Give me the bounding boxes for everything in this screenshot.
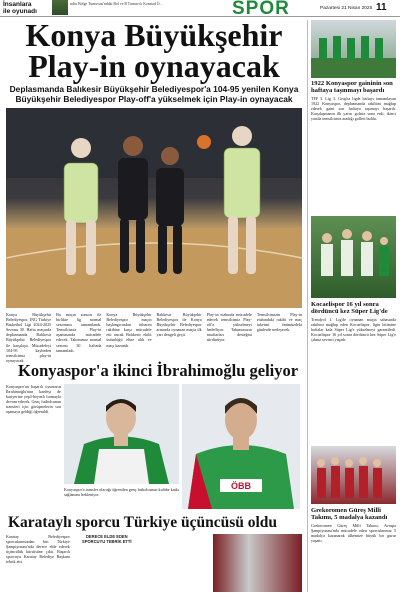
story3-subheading: DERECE ELDE EDEN SPORCUYU TEBRİK ETTİ — [81, 534, 132, 545]
right-story2-title: Kocaelispor 16 yıl sonra dördüncü kez Süper Lig'de — [311, 301, 388, 316]
right-story3-body: Grekoromen Güreş Milli Takımı, Avrupa Şampiyonası'nda mücadele eden sporcularımız 5 madalya kazanarak ülkemize büyük bir gurur yaşattı. — [311, 523, 396, 544]
story3-col-3 — [144, 534, 208, 592]
wrestling-team-photo — [311, 446, 396, 504]
team-photo-1 — [311, 20, 396, 78]
right-photo-3 — [311, 446, 396, 504]
story2-headline: Konyaspor'a ikinci İbrahimoğlu geliyor — [18, 361, 299, 380]
lead-body — [6, 312, 303, 363]
logo: SPOR — [232, 0, 290, 19]
basketball-scene — [6, 108, 302, 308]
lead-col-3: Konya Büyükşehir Belediyespor maçın başlangıcından itibaren rakibine karşı mücadele etti ancak Balıkesir ekibi üstünlüğü eline aldı ve maçı kazandı. — [106, 312, 152, 348]
story2-photo-left — [64, 384, 179, 484]
lead-photo — [6, 108, 302, 308]
page-number: 11 — [376, 2, 387, 13]
top-blurb: ndiri Bölge Turnuvası'ndaki Bol ve B Turnuva'ı Konstad Ö... — [70, 2, 163, 6]
lead-col-4: Balıkesir Büyükşehir Belediyespor ile Konya Büyükşehir Belediyespor arasında oynanan maçta ilk yarı dengeli geçti. — [156, 312, 202, 338]
right-photo-1 — [311, 20, 396, 78]
right-story2-body: Trendyol 1. Lig'de oynanan maçta sahasında rakibini mağlup eden Kocaelispor, ligin bitimine haftalar kala Süper Lig'e yükselmeyi garantiledi. Kocaelispor 16 yıl sonra dördüncü kez Süper Lig'e çıkma sevinci yaşadı. — [311, 317, 396, 343]
story3-body — [6, 534, 302, 592]
player-portrait-left — [64, 384, 179, 484]
story3-col-1: Karatay Belediyespor sporcularımızdan biri Türkiye Şampiyonası'nda derece elde ederek üçüncülük kürsüsüne çıktı. Başarılı sporcuyu Karatay Belediye Başkanı tebrik etti. — [6, 534, 70, 565]
headline-line2: Play-in oynayacak — [28, 48, 280, 84]
lead-col-1: Konya Büyükşehir Belediyespor, ING Türkiye Basketbol Ligi 2024-2025 Sezonu 30. Hafta maçında deplasmanda Balıkesir Büyükşehir Belediyespor ile karşılaştı. Mücadeleyi 104-95 kaybeden temsilcimiz play-in oynayacak. — [6, 312, 52, 363]
top-thumb — [52, 0, 68, 15]
svg-text:ÖBB: ÖBB — [231, 481, 251, 491]
right-column — [307, 20, 395, 592]
lead-col-5: Play-in etabında mücadele edecek temsilcimiz Play-off'a yükselmeyi hedefliyor. Takımımızın taraftarları desteğini sürdürüyor. — [206, 312, 252, 343]
story2-caption: Konyaspor'a transfer olacağı öğrenilen genç futbolcunun kulübe katkı sağlaması bekleniyor. — [64, 487, 179, 498]
lead-headline — [6, 17, 302, 84]
story3-photo — [213, 534, 302, 592]
right-photo-2 — [311, 216, 396, 298]
right-story3-title: Grekoromen Güreş Milli Takımı, 5 madalya kazandı — [311, 507, 388, 522]
date: Pazartesi 21 Nisan 2025 — [320, 6, 373, 11]
left-tag: İnsanlara ile oyunadı — [3, 1, 37, 15]
story3-col-2 — [75, 534, 139, 592]
lead-subhead: Deplasmanda Balıkesir Büyükşehir Belediyespor'a 104-95 yenilen Konya Büyükşehir Belediyespor Play-off'a yükselmek için Play-in oynayacak — [9, 84, 299, 104]
headline-line1: Konya Büyükşehir — [25, 17, 283, 53]
right-story1-title: 1922 Konyaspor gaininin son haftaya taşınmayı başardı — [311, 80, 393, 95]
lead-col-2: Bu maçın sonucu ile birlikte lig normal sezonunu tamamlandı. Temsilcimiz Play-in aşamasında mücadele edecek. Takımımız normal sezonu 30 haftada tamamladı. — [56, 312, 102, 353]
masthead — [0, 0, 400, 17]
celebration-photo — [311, 216, 396, 298]
story2-body: Konyaspor'un başarılı oyuncusu İbrahimoğlu'nun kardeşi de kariyerine yeşil-beyazlı formayla devam edecek. Genç futbolcunun transferi için görüşmelerin son aşamaya geldiği öğrenildi. — [6, 384, 61, 415]
story2-photo-right — [182, 384, 300, 509]
player-portrait-right — [182, 384, 300, 509]
right-story1-body: TFF 3. Lig 3. Grup'ta ligde haftayı tamamlayan 1922 Konyaspor, deplasmanda rakibini mağlup ederek gaini son haftaya taşımayı başardı. Karşılaşmanın ilk yarısı golsüz sona erdi, ikinci yarıda temsilcimiz aradığı golleri buldu. — [311, 96, 396, 122]
lead-col-6: Temsilcimizin Play-in etabındaki rakibi ve maç takvimi önümüzdeki günlerde netleşecek. — [256, 312, 303, 333]
story3-headline: Karataylı sporcu Türkiye üçüncüsü oldu — [8, 514, 278, 531]
